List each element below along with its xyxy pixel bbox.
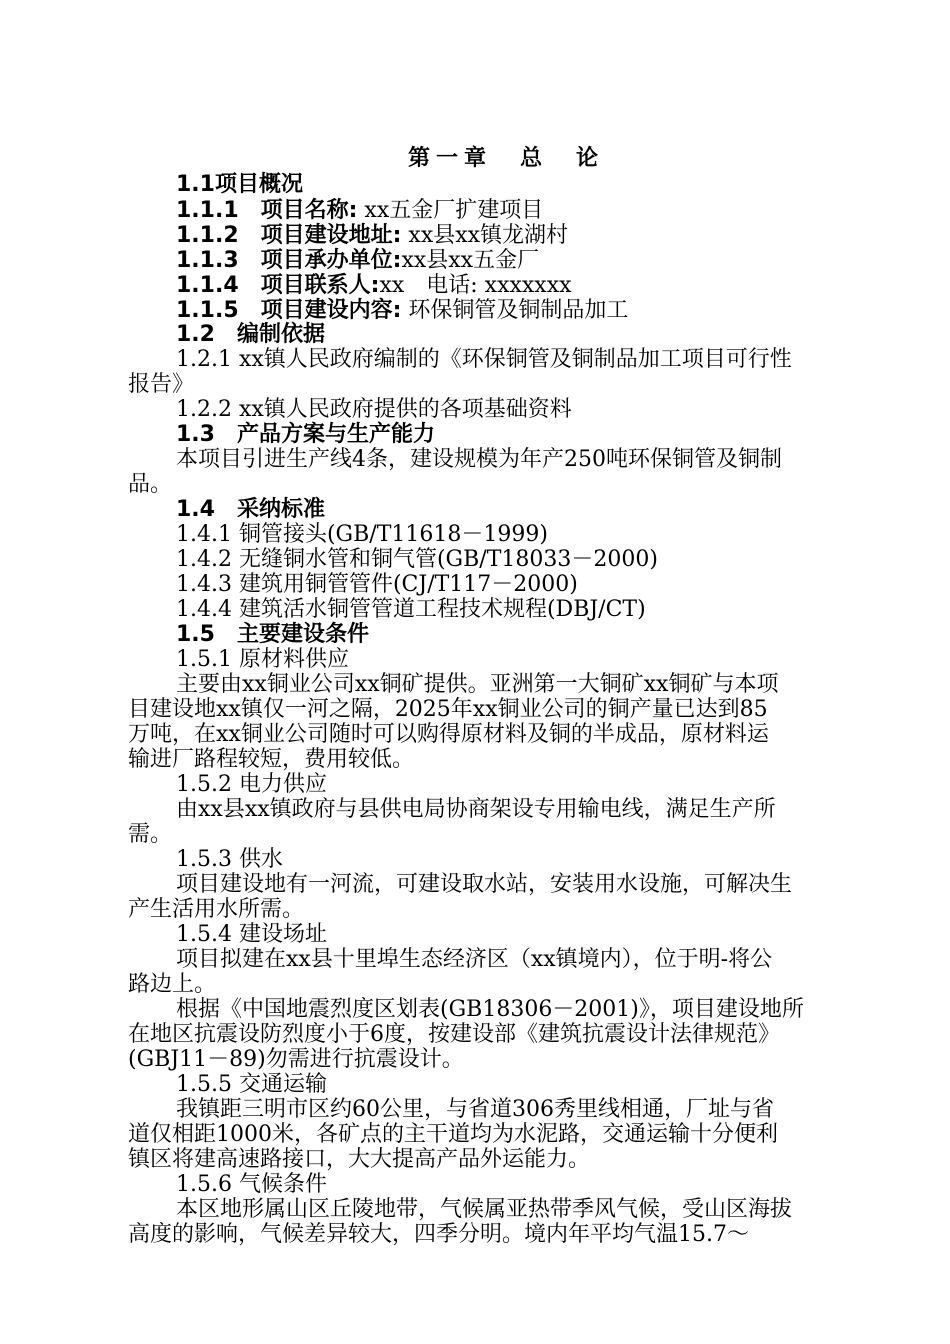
project-content-line <box>176 298 628 324</box>
standard-4: 1.4.4 建筑活水铜管管道工程技术规程(DBJ/CT) <box>176 597 646 622</box>
transport-line-3: 镇区将建高速路接口，大大提高产品外运能力。 <box>128 1147 591 1172</box>
raw-materials-line-4: 输进厂路程较短，费用较低。 <box>128 747 415 772</box>
seismic-line-3: (GBJ11－89)勿需进行抗震设计。 <box>128 1047 464 1072</box>
power-line-2: 需。 <box>128 822 173 847</box>
power-line-1: 由xx县xx镇政府与县供电局协商架设专用输电线，满足生产所 <box>176 797 776 822</box>
raw-materials-line-2: 目建设地xx镇仅一河之隔，2025年xx铜业公司的铜产量已达到85 <box>128 697 768 722</box>
transport-line-2: 道仅相距1000米，各矿点的主干道均为水泥路，交通运输十分便利 <box>128 1122 778 1147</box>
site-line-1: 项目拟建在xx县十里埠生态经济区（xx镇境内），位于明-将公 <box>176 947 773 972</box>
project-organizer-label: 1.1.3 项目承办单位: <box>176 248 402 273</box>
climate-line-1: 本区地形属山区丘陵地带，气候属亚热带季风气候，受山区海拔 <box>176 1197 793 1222</box>
climate-line-2: 高度的影响，气候差异较大，四季分明。境内年平均气温15.7～ <box>128 1222 749 1247</box>
seismic-line-2: 在地区抗震设防烈度小于6度，按建设部《建筑抗震设计法律规范》 <box>128 1022 780 1047</box>
section-1-2-heading: 1.2 编制依据 <box>176 322 325 347</box>
project-content-label: 1.1.5 项目建设内容: <box>176 298 402 323</box>
section-1-5-heading: 1.5 主要建设条件 <box>176 622 369 647</box>
project-address-label: 1.1.2 项目建设地址: <box>176 223 402 248</box>
standard-3: 1.4.3 建筑用铜管管件(CJ/T117－2000) <box>176 572 578 597</box>
section-1-4-heading: 1.4 采纳标准 <box>176 497 325 522</box>
subsection-power: 1.5.2 电力供应 <box>176 772 327 797</box>
project-name-value: xx五金厂扩建项目 <box>357 198 544 223</box>
transport-line-1: 我镇距三明市区约60公里，与省道306秀里线相通，厂址与省 <box>176 1097 774 1122</box>
seismic-line-1: 根据《中国地震烈度区划表(GB18306－2001)》，项目建设地所 <box>176 997 804 1022</box>
section-1-1-heading: 1.1项目概况 <box>176 172 303 197</box>
project-contact-label: 1.1.4 项目联系人: <box>176 273 380 298</box>
basis-1-line-2: 报告》 <box>128 372 195 397</box>
project-address-value: xx县xx镇龙湖村 <box>401 223 569 248</box>
project-name-line <box>176 198 543 224</box>
water-line-1: 项目建设地有一河流，可建设取水站，安装用水设施，可解决生 <box>176 872 793 897</box>
project-name-label: 1.1.1 项目名称: <box>176 198 358 223</box>
subsection-transport: 1.5.5 交通运输 <box>176 1072 327 1097</box>
subsection-site: 1.5.4 建设场址 <box>176 922 327 947</box>
raw-materials-line-1: 主要由xx铜业公司xx铜矿提供。亚洲第一大铜矿xx铜矿与本项 <box>176 672 779 697</box>
project-address-line <box>176 223 568 249</box>
product-paragraph-line-1: 本项目引进生产线4条，建设规模为年产250吨环保铜管及铜制 <box>176 447 782 472</box>
site-line-2: 路边上。 <box>128 972 217 997</box>
subsection-water: 1.5.3 供水 <box>176 847 283 872</box>
water-line-2: 产生活用水所需。 <box>128 897 305 922</box>
chapter-title: 第一章 总 论 <box>408 146 605 171</box>
section-1-3-heading: 1.3 产品方案与生产能力 <box>176 422 435 447</box>
project-contact-value: xx 电话: xxxxxxx <box>379 273 572 298</box>
basis-1-line-1: 1.2.1 xx镇人民政府编制的《环保铜管及铜制品加工项目可行性 <box>176 347 792 372</box>
basis-2-line: 1.2.2 xx镇人民政府提供的各项基础资料 <box>176 397 572 422</box>
standard-1: 1.4.1 铜管接头(GB/T11618－1999) <box>176 522 548 547</box>
standard-2: 1.4.2 无缝铜水管和铜气管(GB/T18033－2000) <box>176 547 658 572</box>
project-contact-line <box>176 273 572 299</box>
product-paragraph-line-2: 品。 <box>128 472 173 497</box>
subsection-raw-materials: 1.5.1 原材料供应 <box>176 647 349 672</box>
project-content-value: 环保铜管及铜制品加工 <box>401 298 629 323</box>
project-organizer-line <box>176 248 539 274</box>
raw-materials-line-3: 万吨，在xx铜业公司随时可以购得原材料及铜的半成品，原材料运 <box>128 722 769 747</box>
subsection-climate: 1.5.6 气候条件 <box>176 1172 327 1197</box>
project-organizer-value: xx县xx五金厂 <box>401 248 540 273</box>
